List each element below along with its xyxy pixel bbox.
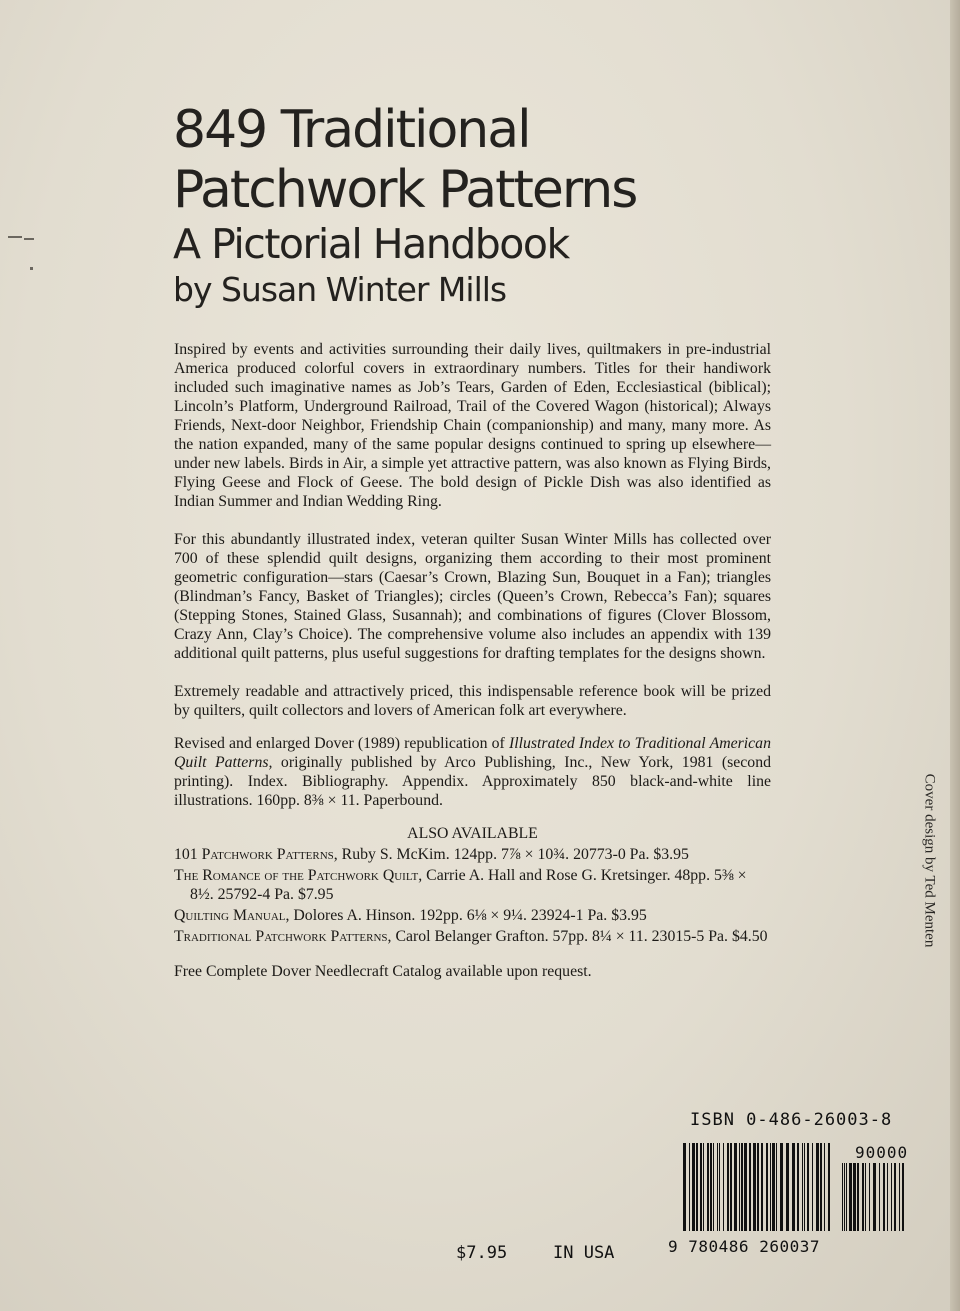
catalog-note: Free Complete Dover Needlecraft Catalog available upon request. <box>174 963 592 980</box>
barcode-bar <box>717 1143 718 1231</box>
barcode-bar <box>857 1163 859 1231</box>
price-label: $7.95 <box>456 1243 508 1263</box>
paper-speck <box>8 236 22 238</box>
barcode-bar <box>753 1143 756 1231</box>
barcode-bar <box>862 1163 864 1231</box>
paper-speck <box>30 267 33 270</box>
list-item <box>174 845 771 864</box>
barcode-bar <box>719 1143 720 1231</box>
barcode-addon-number: 90000 <box>855 1143 909 1162</box>
barcode-bar <box>683 1143 686 1231</box>
barcode-bar <box>727 1143 729 1231</box>
subtitle: A Pictorial Handbook <box>173 220 569 268</box>
cover-edge <box>950 0 960 1311</box>
printed-in-label: IN USA <box>553 1243 615 1263</box>
author-line: by Susan Winter Mills <box>173 270 507 309</box>
barcode-bar <box>770 1143 771 1231</box>
barcode-bar <box>761 1143 763 1231</box>
barcode-bar <box>887 1163 888 1231</box>
barcode-bar <box>844 1163 845 1231</box>
paragraph-praise: Extremely readable and attractively priced, this indispensable reference book will be prized by quilters, quilt collectors and lovers of American folk art everywhere. <box>174 683 771 719</box>
original-title: Illustrated Index to Traditional American Quilt Patterns, <box>174 735 771 771</box>
barcode-bar <box>869 1163 870 1231</box>
list-item <box>174 906 771 925</box>
barcode-bar <box>853 1163 856 1231</box>
barcode-bar <box>824 1143 825 1231</box>
barcode-bar <box>780 1143 783 1231</box>
barcode-bar <box>723 1143 724 1231</box>
list-item <box>174 866 771 904</box>
also-available-heading: ALSO AVAILABLE <box>407 825 538 842</box>
barcode-bar <box>703 1143 704 1231</box>
list-item <box>174 927 771 946</box>
barcode-bar <box>816 1143 819 1231</box>
barcode-bar <box>792 1143 795 1231</box>
title-block <box>173 100 813 312</box>
barcode-bar <box>710 1143 712 1231</box>
isbn-label: ISBN 0-486-26003-8 <box>690 1110 893 1130</box>
publication-text-b: originally published by Arco Publishing, Inc., New York, 1981 (second printing). Index. Bibliography. Appendix. Approximately 850 black-and-white line illustrations. 160pp. 8⅜ × 11. Paperbound. <box>174 754 771 809</box>
title-line-2: Patchwork Patterns <box>173 160 637 220</box>
barcode-bar <box>692 1143 695 1231</box>
book-title: Traditional Patchwork Patterns, <box>174 928 392 945</box>
barcode-bar <box>883 1163 885 1231</box>
barcode-bar <box>820 1143 822 1231</box>
paper-speck <box>24 238 34 240</box>
addon-barcode <box>841 1163 905 1231</box>
book-details: Carol Belanger Grafton. 57pp. 8¼ × 11. 23015-5 Pa. $4.50 <box>391 928 768 945</box>
barcode-bar <box>846 1163 847 1231</box>
barcode-digits: 9 780486 260037 <box>668 1237 820 1256</box>
also-available-list <box>174 845 771 946</box>
paragraph-intro: Inspired by events and activities surrounding their daily lives, quiltmakers in pre-industrial America produced colorful covers in extraordinary numbers. Titles for their handiwork included such imaginative names as Job’s Tears, Garden of Eden, Ecclesiastical (biblical); Lincoln’s Platform, Underground Railroad, Trail of the Covered Wagon (historical); Always Friends, Next-door Neighbor, Friendship Chain (companionship) and many, many more. As the nation expanded, many of the same popular designs continued to spring up elsewhere—under new labels. Birds in Air, a simple yet attractive pattern, was also known as Flying Birds, Flying Geese and Flock of Geese. The bold design of Pickle Dish was also identified as Indian Summer and Indian Wedding Ring. <box>174 341 771 510</box>
cover-design-credit <box>905 740 953 980</box>
barcode-bar <box>713 1143 714 1231</box>
book-title: Quilting Manual, <box>174 907 290 924</box>
barcode-bar <box>696 1143 698 1231</box>
book-details: Ruby S. McKim. 124pp. 7⅞ × 10¾. 20773-0 Pa. $3.95 <box>337 846 689 863</box>
barcode-bar <box>689 1143 690 1231</box>
barcode-bar <box>744 1143 747 1231</box>
barcode-bar <box>797 1143 799 1231</box>
barcode-bar <box>873 1163 876 1231</box>
barcode-bar <box>828 1143 830 1231</box>
barcode-bar <box>700 1143 702 1231</box>
book-details: Dolores A. Hinson. 192pp. 6⅛ × 9¼. 23924-1 Pa. $3.95 <box>289 907 647 924</box>
barcode-bar <box>899 1163 900 1231</box>
barcode-bar <box>749 1143 751 1231</box>
cover-credit-text: Cover design by Ted Menten <box>921 773 938 947</box>
barcode-bar <box>879 1163 880 1231</box>
title-line-1: 849 Traditional <box>173 100 530 160</box>
ean-barcode <box>682 1143 832 1231</box>
barcode-bar <box>802 1143 803 1231</box>
barcode-bar <box>849 1163 852 1231</box>
barcode-bar <box>894 1163 896 1231</box>
book-details: Carrie A. Hall and Rose G. Kretsinger. 48pp. 5⅜ × 8½. 25792-4 Pa. $7.95 <box>190 867 747 903</box>
barcode-bar <box>772 1143 775 1231</box>
barcode-bar <box>804 1143 805 1231</box>
paragraph-contents: For this abundantly illustrated index, veteran quilter Susan Winter Mills has collected over 700 of these splendid quilt designs, organizing them according to their most prominent geometric configuration—stars (Caesar’s Crown, Blazing Sun, Bouquet in a Fan); triangles (Blindman’s Fancy, Basket of Triangles); circles (Queen’s Crown, Rebecca’s Fan); squares (Stepping Stones, Stained Glass, Susannah); and combinations of figures (Clover Blossom, Crazy Ann, Clay’s Choice). The comprehensive volume also includes an appendix with 139 additional quilt patterns, plus useful suggestions for drafting templates for the designs shown. <box>174 531 771 662</box>
barcode-bar <box>776 1143 777 1231</box>
barcode-bar <box>734 1143 737 1231</box>
book-title: 101 Patchwork Patterns, <box>174 846 338 863</box>
barcode-bar <box>766 1143 768 1231</box>
barcode-bar <box>812 1143 813 1231</box>
description-text <box>174 340 771 1000</box>
barcode-bar <box>902 1163 904 1231</box>
barcode-bar <box>786 1143 789 1231</box>
publication-text-a: Revised and enlarged Dover (1989) republication of <box>174 735 509 752</box>
paragraph-publication <box>174 734 771 810</box>
barcode-bar <box>891 1163 892 1231</box>
barcode-bar <box>741 1143 743 1231</box>
barcode-bar <box>807 1143 809 1231</box>
barcode-bar <box>739 1143 740 1231</box>
barcode-bar <box>865 1163 866 1231</box>
barcode-bar <box>707 1143 709 1231</box>
barcode-bar <box>842 1163 843 1231</box>
book-title: The Romance of the Patchwork Quilt, <box>174 867 423 884</box>
barcode-bar <box>757 1143 759 1231</box>
barcode-bar <box>730 1143 732 1231</box>
